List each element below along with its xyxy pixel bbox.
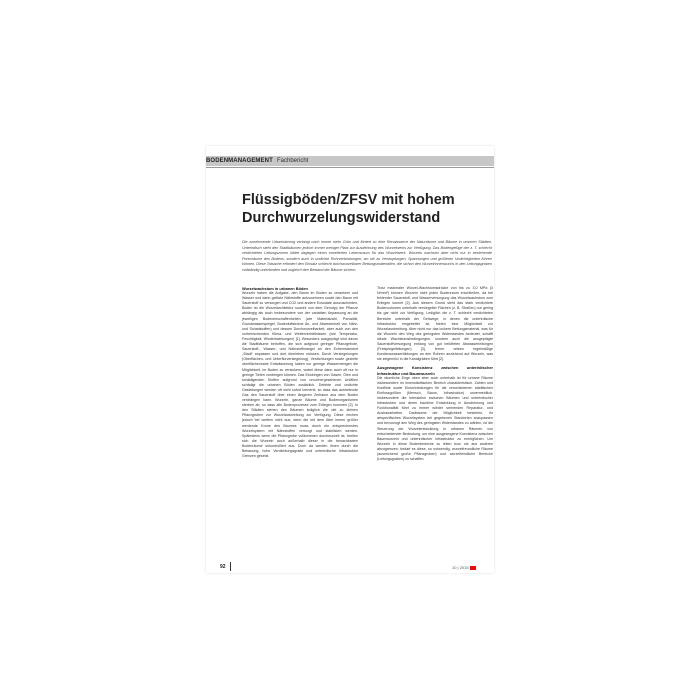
left-column-heading: Wurzelwachstum in urbanen Böden: [242, 286, 308, 291]
issue-footer: [452, 565, 476, 570]
magazine-page: [206, 146, 494, 573]
article-lead: Die zunehmende Urbanisierung verlangt nach immer mehr Grün und fördert so eine Renaissance der Naturräume und Bäume in unseren Städten. Unterirdisch steht den Stadtbäumen jedoch immer weniger Platz zur Ausdehnung des Wurzelwerks zur Verfügung. Das Bodengefüge der z. T. schlecht verdichteten Leitungszonen bildet dagegen einen erweiterten Lebensraum für das Wurzelwerk. Wurzeln wachsen aber nicht nur in bestehende Porenräume des Bodens, sondern auch in undichte Rohrverbindungen, wo sie zu Verstopfungen, Spannungen und größeren Undichtigkeiten führen können. Diese Tatsache erfordert den Einsatz schlecht durchwurzelbarer Bettungsmaterialien, die sichon den Wurzelrinnenwuchs in den Leitungsgraben vollständig unterbinden und zugleich den Bestand der Bäume sichern.: [242, 240, 492, 272]
issue-label: 10 | 2015: [452, 565, 469, 570]
publisher-mark-icon: [470, 566, 476, 570]
left-column-body: Wurzeln haben die Aufgabe, den Baum im Boden zu verankern und Wasser und darin gelöste Nährstoffe aufzunehmen sowie den Baum mit Sauerstoff zu versorgen und CO2 und andere Exsudate auszuscheiden. Boden ist die Wurzelarchitektur sowohl von dem Genotyp der Pflanze abhängig als auch insbesondere von der variablen Anpassung an die jeweiligen Bodenbeschaffenheiten (wie Materialzahl, Porosität, Grundwasserspiegel, Bodenluftströme An- und Abwesenheit von Nähr- und Schadstoffen) und dessen Durchwurzelbarkeit, aber auch von den vorherrschenden Klima- und Wetterverhältnissen (wie Temperatur, Feuchtigkeit, Windeinwirkungen) [1]. Besonders ausgeprägt sind davon die Stadtbäume betroffen, die sich aufgrund geringer Pflanzgebote, Sauerstoff-, Wasser- und Nährstoffmangel an den Extremstandort „Stadt“ anpassen und dort überleben müssen. Durch Versiegelungen (Oberflächen- und Unterflurversiegelung), Verdichtungen sowie gezielte oberflächennahe Entwässerung haben nur geringe Wassermengen die Möglichkeit, im Boden zu versickern, wobei diese dann auch oft nur in geringe Tiefen vordringen können. Das Eindringen von Gasen, Ölen und schädigenden Stoffen aufgrund von unvorhergesehenen Unfällen schädigt die urbanen Böden zusätzlich. Defekte und undichte Gasleitungen werden oft nicht sofort bemerkt, so dass das austretende Gas den Sauerstoff über einen längeren Zeitraum aus dem Boden verdrängen kann. Wurzeln, ganze Bäume und Bodenorganismen sterben ab, so dass alle Bodenprozesse zum Erliegen kommen [2]. In den Städten stehen den Bäumen lediglich die viel zu kleinen Pflanzgruben zur Wurzelausbreitung zur Verfügung. Diese reichen jedoch bei weitem nicht aus, denn die mit dem Alter immer größer werdende Krone des Baumes muss durch ein entsprechendes Wurzelsystem mit Nährstoffen versorgt und stabilisiert werden. Spätestens wenn die Pflanzgrube vollkommen durchwurzelt ist, breiten sich die Wurzeln auch außerhalb dieser in die benachbarten Bodenräume unkontrolliert aus. Doch da werden ihnen durch die Bebauung, hohe Verdichtungsgrade und unterirdische Infrastruktur Grenzen gesetzt.: [242, 291, 358, 459]
right-column-body-2: Die räumliche Enge oben aber auch unterhalb ist für urbane Räume insbesondere im innenstädtischen Bereich charakteristisch. Zahlen und Konflikte sowie Einschränkungen für die verschiedenen städtischen Einflussgrößen (Mensch, Baum, Infrastruktur) unvermeidlich. Insbesondere die Interaktion zwischen Bäumen und unterirdischer Infrastruktur und deren bauliche Entwicklung in Ausdehnung und Funktionalität führt zu immer wieder sehrenden Reparatur- und Ausbauarbeiten. Dadbaume der Möglichkeit bestehen, ihr artspezifisches Wurzelsystem bei gegebenen Standorten anzupassen und bevorzugt den Weg des geringsten Widerstandes zu wählen, ist die Steuerung der Wurzelentwicklung in urbanen Räumen von entscheidender Bedeutung, um eine ausgewogene Koexistenz zwischen Baumwurzeln und unterirdischer Infrastruktur zu ermöglichen. Um Wurzeln in diese Bodenbereiche zu leiten bzw. sie aus anderen abzugrenzen, bedarf es diese, so notwendig, wurzelfreundliche Räume (ausreichend große Pflanzgruben) und wurzelfeindliche Bereiche (Leitungsgraben) zu schaffen.: [377, 375, 493, 462]
right-column-heading: Ausgewogene Konsistenz zwischen unterirdischer Infrastruktur und Baumwurzeln: [377, 365, 493, 376]
page-number: 92: [220, 564, 226, 570]
header-divider: [206, 167, 494, 168]
right-column: [377, 286, 493, 462]
article-title: Flüssigböden/ZFSV mit hohem Durchwurzelungswiderstand: [242, 192, 455, 226]
folio-divider: [230, 562, 231, 571]
section-label: BODENMANAGEMENT: [206, 158, 273, 164]
left-column: [242, 286, 358, 459]
subsection-label: Fachbericht: [277, 158, 309, 164]
right-column-body-1: Trotz maximaler Wurzel-Wachstumsdrücke von bis zu 3,0 MPa (3 N/mm²) können Wurzeln nicht jeden Bodenraum erschließen, da bei fehlender Sauerstoff- und Wasserversorgung das Wurzelwachstum zum Erliegen kommt [2]. Aus diesem Grund steht das stark verdichtete Bodenvolumen unterhalb versiegelter Flächen (z. B. Straßen) nur gering bis gar nicht zur Verfügung. Lediglich die z. T. schlecht verdichteten Bereiche unterhalb der Gehwege, in denen die unterirdische Infrastruktur eingebettet ist, bieten eine Möglichkeit zur Wurzelausbreitung. Aber nicht nur das lockere Bettungsmaterial, was für die Wurzeln den Weg des geringsten Widerstandes bedeutet, schafft ideale Wachstumsbedingungen, sondern auch die ausgeprägte Sauerstoffversorgung entlang von gut belüfteten Abwasserleitungen (Freispiegelleitungen) [3], ferner wirken regelmäßige Kondenswasserbildungen an den Rohren anziehend auf Wurzeln, was sie zeigen/ricl in die Kanalgräben führt [2].: [377, 286, 493, 362]
section-header: [206, 156, 494, 166]
